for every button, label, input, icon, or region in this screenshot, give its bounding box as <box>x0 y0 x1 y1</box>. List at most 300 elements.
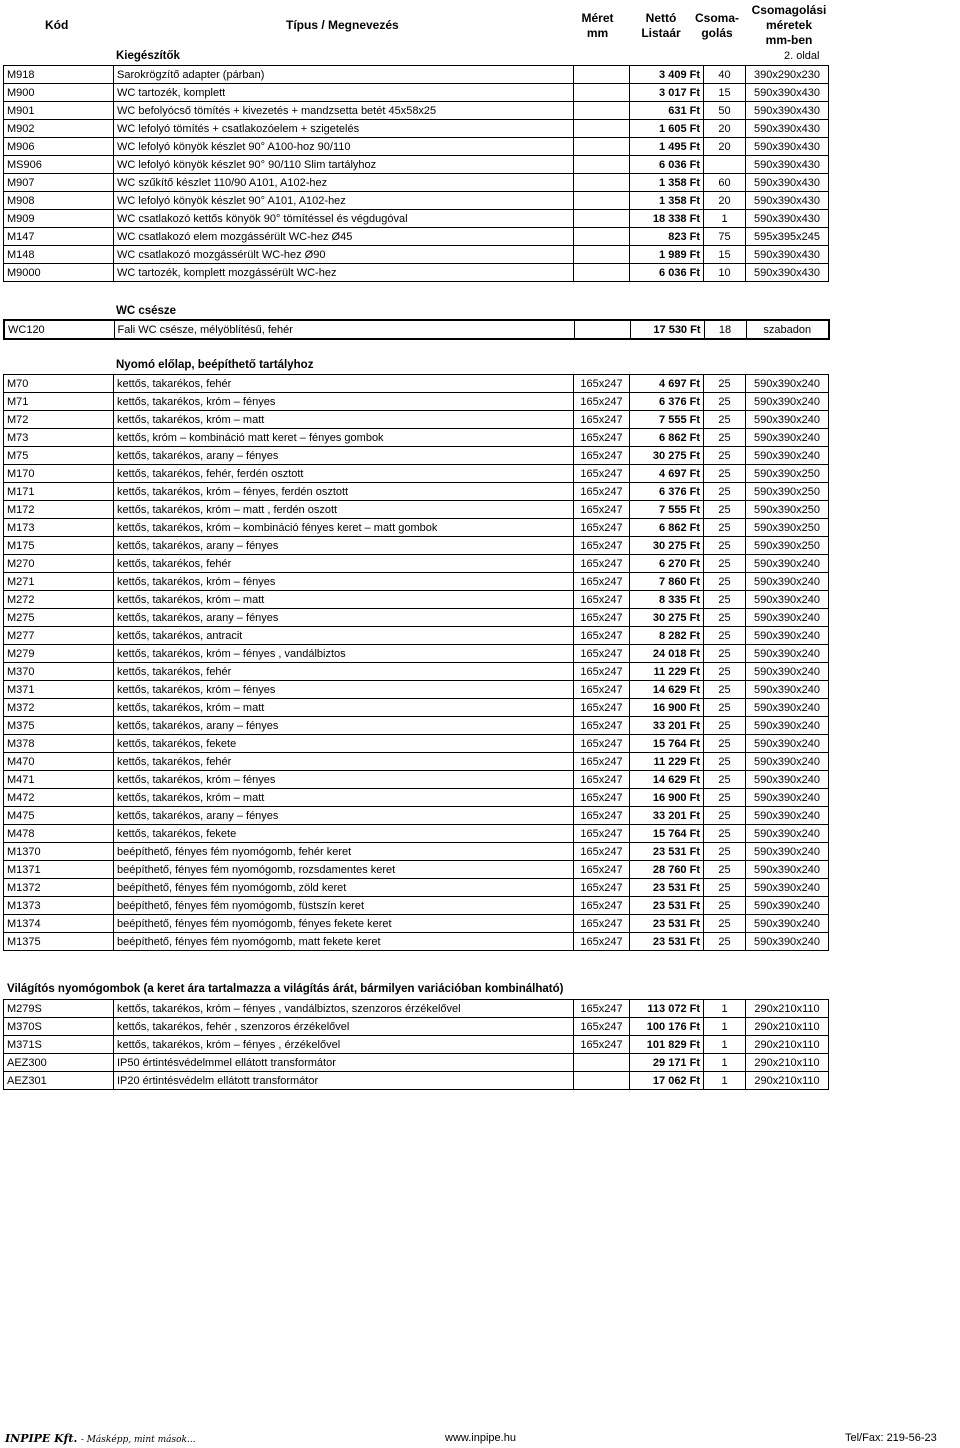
cell-price: 1 989 Ft <box>630 246 704 264</box>
cell-size <box>574 320 630 339</box>
section-nyomo: Nyomó előlap, beépíthető tartályhoz <box>116 359 314 371</box>
cell-price: 6 036 Ft <box>630 264 704 282</box>
cell-code: M370 <box>4 663 114 681</box>
cell-dim: 590x390x240 <box>746 879 829 897</box>
cell-price: 3 409 Ft <box>630 66 704 84</box>
cell-dim: 590x390x240 <box>746 933 829 951</box>
cell-size <box>574 228 630 246</box>
cell-pack: 20 <box>704 120 746 138</box>
cell-pack: 25 <box>704 555 746 573</box>
cell-price: 18 338 Ft <box>630 210 704 228</box>
cell-dim: 590x390x430 <box>746 192 829 210</box>
cell-pack: 25 <box>704 573 746 591</box>
cell-size: 165x247 <box>574 1018 630 1036</box>
cell-dim: 590x390x240 <box>746 411 829 429</box>
cell-code: M1371 <box>4 861 114 879</box>
cell-code: WC120 <box>4 320 114 339</box>
cell-code: M470 <box>4 753 114 771</box>
cell-code: M279S <box>4 1000 114 1018</box>
cell-price: 30 275 Ft <box>630 537 704 555</box>
cell-dim: 590x390x240 <box>746 663 829 681</box>
table-row <box>4 447 829 465</box>
cell-size: 165x247 <box>574 1036 630 1054</box>
cell-price: 4 697 Ft <box>630 375 704 393</box>
cell-pack: 1 <box>704 210 746 228</box>
cell-pack: 25 <box>704 591 746 609</box>
cell-pack: 25 <box>704 771 746 789</box>
cell-price: 11 229 Ft <box>630 663 704 681</box>
cell-name: WC tartozék, komplett <box>114 84 574 102</box>
cell-code: M148 <box>4 246 114 264</box>
table-row <box>4 210 829 228</box>
page-number: 2. oldal <box>784 50 820 62</box>
cell-dim: 590x390x240 <box>746 555 829 573</box>
cell-price: 28 760 Ft <box>630 861 704 879</box>
header-kod: Kód <box>45 18 69 32</box>
cell-size: 165x247 <box>574 501 630 519</box>
cell-code: M270 <box>4 555 114 573</box>
cell-dim: 590x390x430 <box>746 210 829 228</box>
cell-name: kettős, takarékos, fehér , szenzoros érzékelővel <box>114 1018 574 1036</box>
header-csomagolas-line1: Csoma- <box>694 11 739 25</box>
cell-price: 6 862 Ft <box>630 429 704 447</box>
cell-price: 23 531 Ft <box>630 933 704 951</box>
cell-pack: 60 <box>704 174 746 192</box>
cell-size: 165x247 <box>574 753 630 771</box>
header-csomag-meret-line3: mm-ben <box>765 33 813 47</box>
table-row <box>4 861 829 879</box>
cell-pack: 25 <box>704 537 746 555</box>
cell-pack: 25 <box>704 393 746 411</box>
header-meret-line2: mm <box>586 26 609 40</box>
table-row <box>4 825 829 843</box>
cell-dim: 590x390x240 <box>746 717 829 735</box>
cell-pack: 25 <box>704 807 746 825</box>
cell-pack: 40 <box>704 66 746 84</box>
cell-pack: 75 <box>704 228 746 246</box>
header-netto-line1: Nettó <box>645 11 677 25</box>
cell-dim: 590x390x240 <box>746 375 829 393</box>
cell-price: 1 358 Ft <box>630 174 704 192</box>
cell-dim: 590x390x240 <box>746 789 829 807</box>
cell-code: M275 <box>4 609 114 627</box>
cell-price: 823 Ft <box>630 228 704 246</box>
footer-slogan: - Másképp, mint mások... <box>80 1435 196 1445</box>
cell-dim: 390x290x230 <box>746 66 829 84</box>
cell-code: M472 <box>4 789 114 807</box>
cell-dim: 590x390x240 <box>746 897 829 915</box>
cell-dim: 590x390x250 <box>746 537 829 555</box>
cell-dim: 590x390x240 <box>746 843 829 861</box>
cell-name: kettős, takarékos, antracit <box>114 627 574 645</box>
cell-name: kettős, takarékos, fehér, ferdén osztott <box>114 465 574 483</box>
cell-name: kettős, takarékos, króm – kombináció fényes keret – matt gombok <box>114 519 574 537</box>
cell-code: M73 <box>4 429 114 447</box>
header-meret <box>575 11 620 41</box>
table-row <box>4 699 829 717</box>
cell-code: M378 <box>4 735 114 753</box>
cell-pack: 25 <box>704 933 746 951</box>
cell-price: 4 697 Ft <box>630 465 704 483</box>
cell-name: WC befolyócső tömítés + kivezetés + mandzsetta betét 45x58x25 <box>114 102 574 120</box>
cell-code: M901 <box>4 102 114 120</box>
cell-price: 100 176 Ft <box>630 1018 704 1036</box>
cell-dim: 590x390x240 <box>746 609 829 627</box>
cell-name: WC lefolyó könyök készlet 90° 90/110 Slim tartályhoz <box>114 156 574 174</box>
footer-company-name: INPIPE Kft. <box>5 1432 78 1445</box>
cell-size: 165x247 <box>574 789 630 807</box>
cell-name: kettős, takarékos, króm – fényes <box>114 771 574 789</box>
cell-dim: 590x390x430 <box>746 138 829 156</box>
cell-code: M72 <box>4 411 114 429</box>
cell-price: 23 531 Ft <box>630 843 704 861</box>
cell-price: 6 862 Ft <box>630 519 704 537</box>
header-csomag-meret-line2: méretek <box>765 18 813 32</box>
cell-price: 8 335 Ft <box>630 591 704 609</box>
table-row <box>4 156 829 174</box>
cell-dim: 590x390x240 <box>746 429 829 447</box>
section-kiegeszitok: Kiegészítők <box>116 50 180 62</box>
footer-web: www.inpipe.hu <box>445 1432 516 1444</box>
cell-size <box>574 210 630 228</box>
cell-code: M918 <box>4 66 114 84</box>
cell-price: 6 376 Ft <box>630 483 704 501</box>
table-row <box>4 1018 829 1036</box>
cell-dim: 590x390x240 <box>746 447 829 465</box>
cell-price: 11 229 Ft <box>630 753 704 771</box>
cell-price: 30 275 Ft <box>630 609 704 627</box>
cell-code: M171 <box>4 483 114 501</box>
cell-name: kettős, takarékos, fehér <box>114 375 574 393</box>
cell-name: kettős, takarékos, arany – fényes <box>114 717 574 735</box>
cell-price: 6 036 Ft <box>630 156 704 174</box>
cell-size: 165x247 <box>574 627 630 645</box>
cell-name: kettős, takarékos, króm – fényes , vandálbiztos, szenzoros érzékelővel <box>114 1000 574 1018</box>
cell-code: M372 <box>4 699 114 717</box>
cell-name: kettős, króm – kombináció matt keret – fényes gombok <box>114 429 574 447</box>
cell-size <box>574 174 630 192</box>
header-csomagolas <box>694 11 740 41</box>
cell-price: 1 358 Ft <box>630 192 704 210</box>
cell-code: M1373 <box>4 897 114 915</box>
cell-name: kettős, takarékos, króm – matt <box>114 411 574 429</box>
cell-code: M906 <box>4 138 114 156</box>
cell-dim: 590x390x430 <box>746 246 829 264</box>
cell-pack: 20 <box>704 192 746 210</box>
cell-code: M1370 <box>4 843 114 861</box>
section-vilagito: Világítós nyomógombok (a keret ára tartalmazza a világítás árát, bármilyen variációban kombinálható) <box>7 983 564 995</box>
table-row <box>4 663 829 681</box>
cell-pack: 25 <box>704 375 746 393</box>
cell-dim: 290x210x110 <box>746 1072 829 1090</box>
cell-name: IP50 értintésvédelmmel ellátott transformátor <box>114 1054 574 1072</box>
cell-dim: 590x390x240 <box>746 681 829 699</box>
cell-size: 165x247 <box>574 825 630 843</box>
cell-dim: 590x390x240 <box>746 735 829 753</box>
cell-size: 165x247 <box>574 681 630 699</box>
table-row <box>4 573 829 591</box>
cell-pack: 15 <box>704 84 746 102</box>
cell-name: kettős, takarékos, arany – fényes <box>114 537 574 555</box>
cell-pack: 25 <box>704 519 746 537</box>
cell-code: M375 <box>4 717 114 735</box>
cell-dim: 590x390x430 <box>746 174 829 192</box>
cell-code: M909 <box>4 210 114 228</box>
cell-pack: 50 <box>704 102 746 120</box>
cell-pack: 25 <box>704 717 746 735</box>
cell-name: kettős, takarékos, króm – fényes <box>114 681 574 699</box>
table-row <box>4 228 829 246</box>
cell-pack: 1 <box>704 1054 746 1072</box>
cell-name: kettős, takarékos, króm – fényes <box>114 393 574 411</box>
cell-dim: 590x390x430 <box>746 264 829 282</box>
table-row <box>4 320 829 339</box>
cell-size: 165x247 <box>574 699 630 717</box>
cell-name: WC tartozék, komplett mozgássérült WC-hez <box>114 264 574 282</box>
table-row <box>4 429 829 447</box>
cell-price: 15 764 Ft <box>630 825 704 843</box>
cell-dim: 290x210x110 <box>746 1054 829 1072</box>
cell-name: IP20 értintésvédelm ellátott transformátor <box>114 1072 574 1090</box>
header-csomag-meret <box>750 3 828 48</box>
cell-name: kettős, takarékos, fehér <box>114 753 574 771</box>
cell-pack: 25 <box>704 789 746 807</box>
cell-name: Fali WC csésze, mélyöblítésű, fehér <box>114 320 574 339</box>
table-row <box>4 264 829 282</box>
cell-size: 165x247 <box>574 897 630 915</box>
table-row <box>4 1054 829 1072</box>
cell-pack: 25 <box>704 663 746 681</box>
cell-dim: 590x390x430 <box>746 102 829 120</box>
cell-price: 23 531 Ft <box>630 915 704 933</box>
header-csomagolas-line2: golás <box>701 26 733 40</box>
cell-price: 7 555 Ft <box>630 501 704 519</box>
cell-pack: 15 <box>704 246 746 264</box>
cell-dim: 590x390x430 <box>746 156 829 174</box>
table-row <box>4 735 829 753</box>
cell-size: 165x247 <box>574 537 630 555</box>
cell-code: M272 <box>4 591 114 609</box>
cell-code: M70 <box>4 375 114 393</box>
cell-pack: 25 <box>704 735 746 753</box>
cell-dim: 290x210x110 <box>746 1018 829 1036</box>
cell-name: WC lefolyó könyök készlet 90° A101, A102-hez <box>114 192 574 210</box>
cell-size: 165x247 <box>574 483 630 501</box>
cell-price: 33 201 Ft <box>630 717 704 735</box>
cell-code: M147 <box>4 228 114 246</box>
table-row <box>4 879 829 897</box>
cell-price: 23 531 Ft <box>630 897 704 915</box>
table-row <box>4 537 829 555</box>
table-row <box>4 555 829 573</box>
table-row <box>4 915 829 933</box>
cell-code: M271 <box>4 573 114 591</box>
cell-size <box>574 192 630 210</box>
table-row <box>4 591 829 609</box>
cell-code: MS906 <box>4 156 114 174</box>
cell-dim: 590x390x240 <box>746 393 829 411</box>
cell-dim: 590x390x240 <box>746 645 829 663</box>
cell-pack: 25 <box>704 681 746 699</box>
cell-dim: 590x390x430 <box>746 120 829 138</box>
table-row <box>4 102 829 120</box>
cell-price: 16 900 Ft <box>630 789 704 807</box>
cell-size: 165x247 <box>574 555 630 573</box>
cell-price: 30 275 Ft <box>630 447 704 465</box>
cell-size: 165x247 <box>574 915 630 933</box>
cell-size <box>574 102 630 120</box>
cell-code: M172 <box>4 501 114 519</box>
cell-size <box>574 264 630 282</box>
cell-name: kettős, takarékos, arany – fényes <box>114 447 574 465</box>
cell-pack: 25 <box>704 825 746 843</box>
cell-dim: 590x390x250 <box>746 483 829 501</box>
cell-dim: 290x210x110 <box>746 1036 829 1054</box>
cell-pack: 25 <box>704 645 746 663</box>
table-kiegeszitok <box>3 65 829 282</box>
table-row <box>4 192 829 210</box>
table-row <box>4 627 829 645</box>
cell-size <box>574 66 630 84</box>
cell-pack: 18 <box>704 320 746 339</box>
cell-name: beépíthető, fényes fém nyomógomb, fényes fekete keret <box>114 915 574 933</box>
cell-dim: 590x390x240 <box>746 915 829 933</box>
cell-size: 165x247 <box>574 591 630 609</box>
cell-price: 7 555 Ft <box>630 411 704 429</box>
cell-dim: 590x390x240 <box>746 825 829 843</box>
table-row <box>4 1036 829 1054</box>
cell-name: WC szűkítő készlet 110/90 A101, A102-hez <box>114 174 574 192</box>
cell-name: kettős, takarékos, fehér <box>114 555 574 573</box>
cell-code: M471 <box>4 771 114 789</box>
cell-price: 3 017 Ft <box>630 84 704 102</box>
cell-dim: 590x390x250 <box>746 501 829 519</box>
cell-size: 165x247 <box>574 933 630 951</box>
cell-dim: 595x395x245 <box>746 228 829 246</box>
cell-name: kettős, takarékos, króm – matt <box>114 699 574 717</box>
cell-pack: 25 <box>704 627 746 645</box>
cell-size: 165x247 <box>574 717 630 735</box>
cell-name: beépíthető, fényes fém nyomógomb, füstszín keret <box>114 897 574 915</box>
cell-dim: 590x390x240 <box>746 771 829 789</box>
table-row <box>4 843 829 861</box>
cell-price: 33 201 Ft <box>630 807 704 825</box>
cell-size <box>574 156 630 174</box>
table-row <box>4 246 829 264</box>
table-row <box>4 84 829 102</box>
cell-pack: 25 <box>704 609 746 627</box>
cell-code: M370S <box>4 1018 114 1036</box>
cell-dim: szabadon <box>746 320 829 339</box>
cell-name: beépíthető, fényes fém nyomógomb, fehér keret <box>114 843 574 861</box>
table-row <box>4 411 829 429</box>
cell-size: 165x247 <box>574 771 630 789</box>
cell-price: 6 270 Ft <box>630 555 704 573</box>
cell-name: beépíthető, fényes fém nyomógomb, rozsdamentes keret <box>114 861 574 879</box>
cell-code: M170 <box>4 465 114 483</box>
cell-dim: 590x390x240 <box>746 573 829 591</box>
cell-name: Sarokrögzítő adapter (párban) <box>114 66 574 84</box>
cell-name: WC lefolyó tömítés + csatlakozóelem + szigetelés <box>114 120 574 138</box>
table-row <box>4 393 829 411</box>
header-netto-line2: Listaár <box>641 26 681 40</box>
cell-name: WC csatlakozó elem mozgássérült WC-hez Ø45 <box>114 228 574 246</box>
table-row <box>4 501 829 519</box>
cell-name: kettős, takarékos, fehér <box>114 663 574 681</box>
cell-name: kettős, takarékos, króm – fényes <box>114 573 574 591</box>
cell-pack: 25 <box>704 411 746 429</box>
cell-pack: 25 <box>704 465 746 483</box>
table-row <box>4 120 829 138</box>
table-row <box>4 1072 829 1090</box>
table-row <box>4 519 829 537</box>
table-row <box>4 681 829 699</box>
cell-name: kettős, takarékos, króm – matt <box>114 789 574 807</box>
cell-code: M175 <box>4 537 114 555</box>
cell-size: 165x247 <box>574 735 630 753</box>
section-wc-csesze: WC csésze <box>116 305 177 317</box>
cell-code: M279 <box>4 645 114 663</box>
cell-dim: 590x390x240 <box>746 627 829 645</box>
cell-size: 165x247 <box>574 807 630 825</box>
cell-size <box>574 84 630 102</box>
cell-size <box>574 138 630 156</box>
cell-pack: 25 <box>704 447 746 465</box>
table-row <box>4 789 829 807</box>
table-wc-csesze <box>3 319 830 340</box>
table-row <box>4 897 829 915</box>
cell-price: 17 062 Ft <box>630 1072 704 1090</box>
table-row <box>4 771 829 789</box>
cell-price: 16 900 Ft <box>630 699 704 717</box>
cell-dim: 590x390x250 <box>746 519 829 537</box>
header-meret-line1: Méret <box>581 11 614 25</box>
cell-price: 17 530 Ft <box>630 320 704 339</box>
header-netto <box>636 11 686 41</box>
cell-pack: 25 <box>704 843 746 861</box>
cell-code: M371 <box>4 681 114 699</box>
cell-size: 165x247 <box>574 519 630 537</box>
table-row <box>4 138 829 156</box>
cell-price: 14 629 Ft <box>630 771 704 789</box>
cell-pack: 25 <box>704 429 746 447</box>
cell-pack: 25 <box>704 879 746 897</box>
cell-size <box>574 1072 630 1090</box>
cell-code: M907 <box>4 174 114 192</box>
cell-name: kettős, takarékos, króm – fényes, ferdén osztott <box>114 483 574 501</box>
cell-name: WC csatlakozó mozgássérült WC-hez Ø90 <box>114 246 574 264</box>
cell-size: 165x247 <box>574 861 630 879</box>
cell-dim: 590x390x250 <box>746 465 829 483</box>
cell-price: 23 531 Ft <box>630 879 704 897</box>
cell-price: 14 629 Ft <box>630 681 704 699</box>
cell-code: M900 <box>4 84 114 102</box>
cell-dim: 590x390x240 <box>746 861 829 879</box>
table-row <box>4 483 829 501</box>
cell-pack: 20 <box>704 138 746 156</box>
cell-code: M371S <box>4 1036 114 1054</box>
cell-price: 15 764 Ft <box>630 735 704 753</box>
cell-pack: 10 <box>704 264 746 282</box>
cell-code: M1375 <box>4 933 114 951</box>
cell-code: AEZ300 <box>4 1054 114 1072</box>
cell-size <box>574 246 630 264</box>
cell-code: M475 <box>4 807 114 825</box>
cell-size: 165x247 <box>574 429 630 447</box>
cell-code: M71 <box>4 393 114 411</box>
cell-code: M1372 <box>4 879 114 897</box>
table-row <box>4 645 829 663</box>
